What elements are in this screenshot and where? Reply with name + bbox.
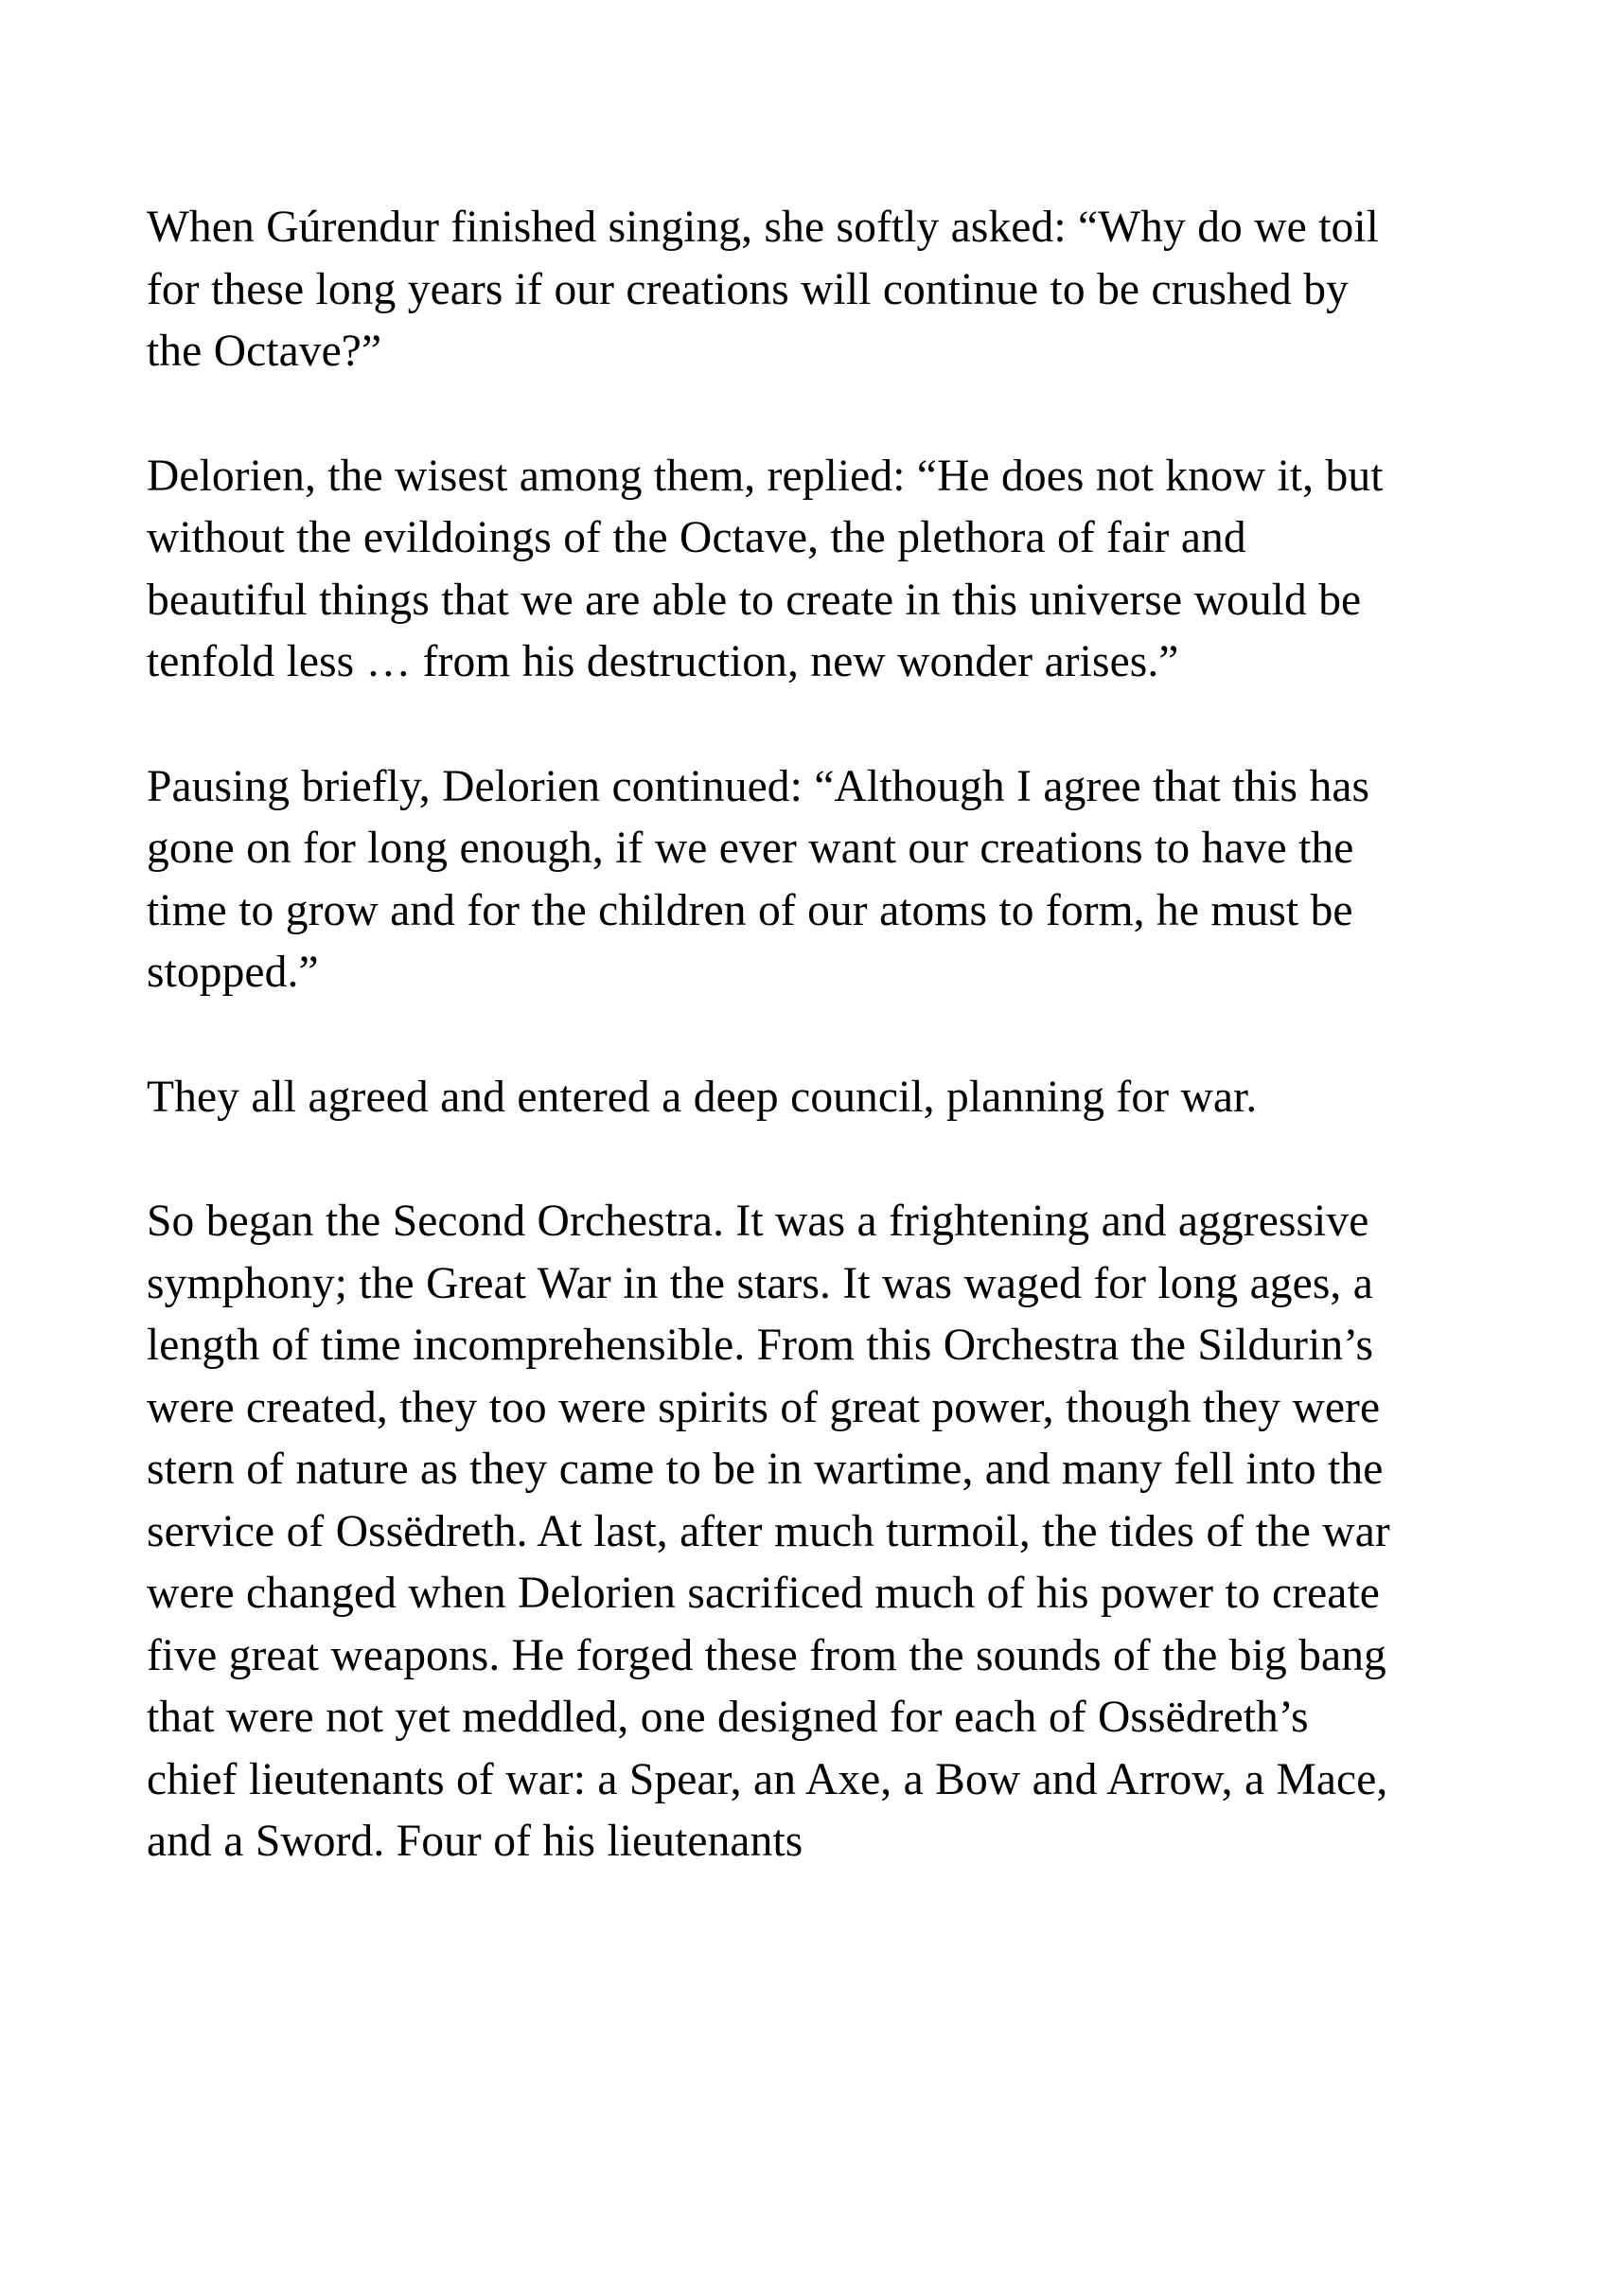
paragraph-3: Pausing briefly, Delorien continued: “Although I agree that this has gone on for long enough, if we ever want our creations to have the time to grow and for the children of our atoms to form, he must be stopped.”: [147, 761, 1382, 997]
paragraph-4: They all agreed and entered a deep council, planning for war.: [147, 1072, 1258, 1122]
paragraph-5: So began the Second Orchestra. It was a frightening and aggressive symphony; the Great War in the stars. It was waged for long ages, a length of time incomprehensible. From this Orchestra the Sildurin’s were created, they too were spirits of great power, though they were stern of nature as they came to be in wartime, and many fell into the service of Ossëdreth. At last, after much turmoil, the tides of the war were changed when Delorien sacrificed much of his power to create five great weapons. He forged these from the sounds of the big bang that were not yet meddled, one designed for each of Ossëdreth’s chief lieutenants of war: a Spear, an Axe, a Bow and Arrow, a Mace, and a Sword. Four of his lieutenants: [147, 1197, 1403, 1866]
paragraph-2: Delorien, the wisest among them, replied: “He does not know it, but without the evildoings of the Octave, the plethora of fair and beautiful things that we are able to create in this universe would be tenfold less … from his destruction, new wonder arises.”: [147, 451, 1395, 686]
paragraph-1: When Gúrendur finished singing, she softly asked: “Why do we toil for these long years if our creations will continue to be crushed by the Octave?”: [147, 203, 1391, 376]
body-text-column: [147, 197, 1405, 1873]
